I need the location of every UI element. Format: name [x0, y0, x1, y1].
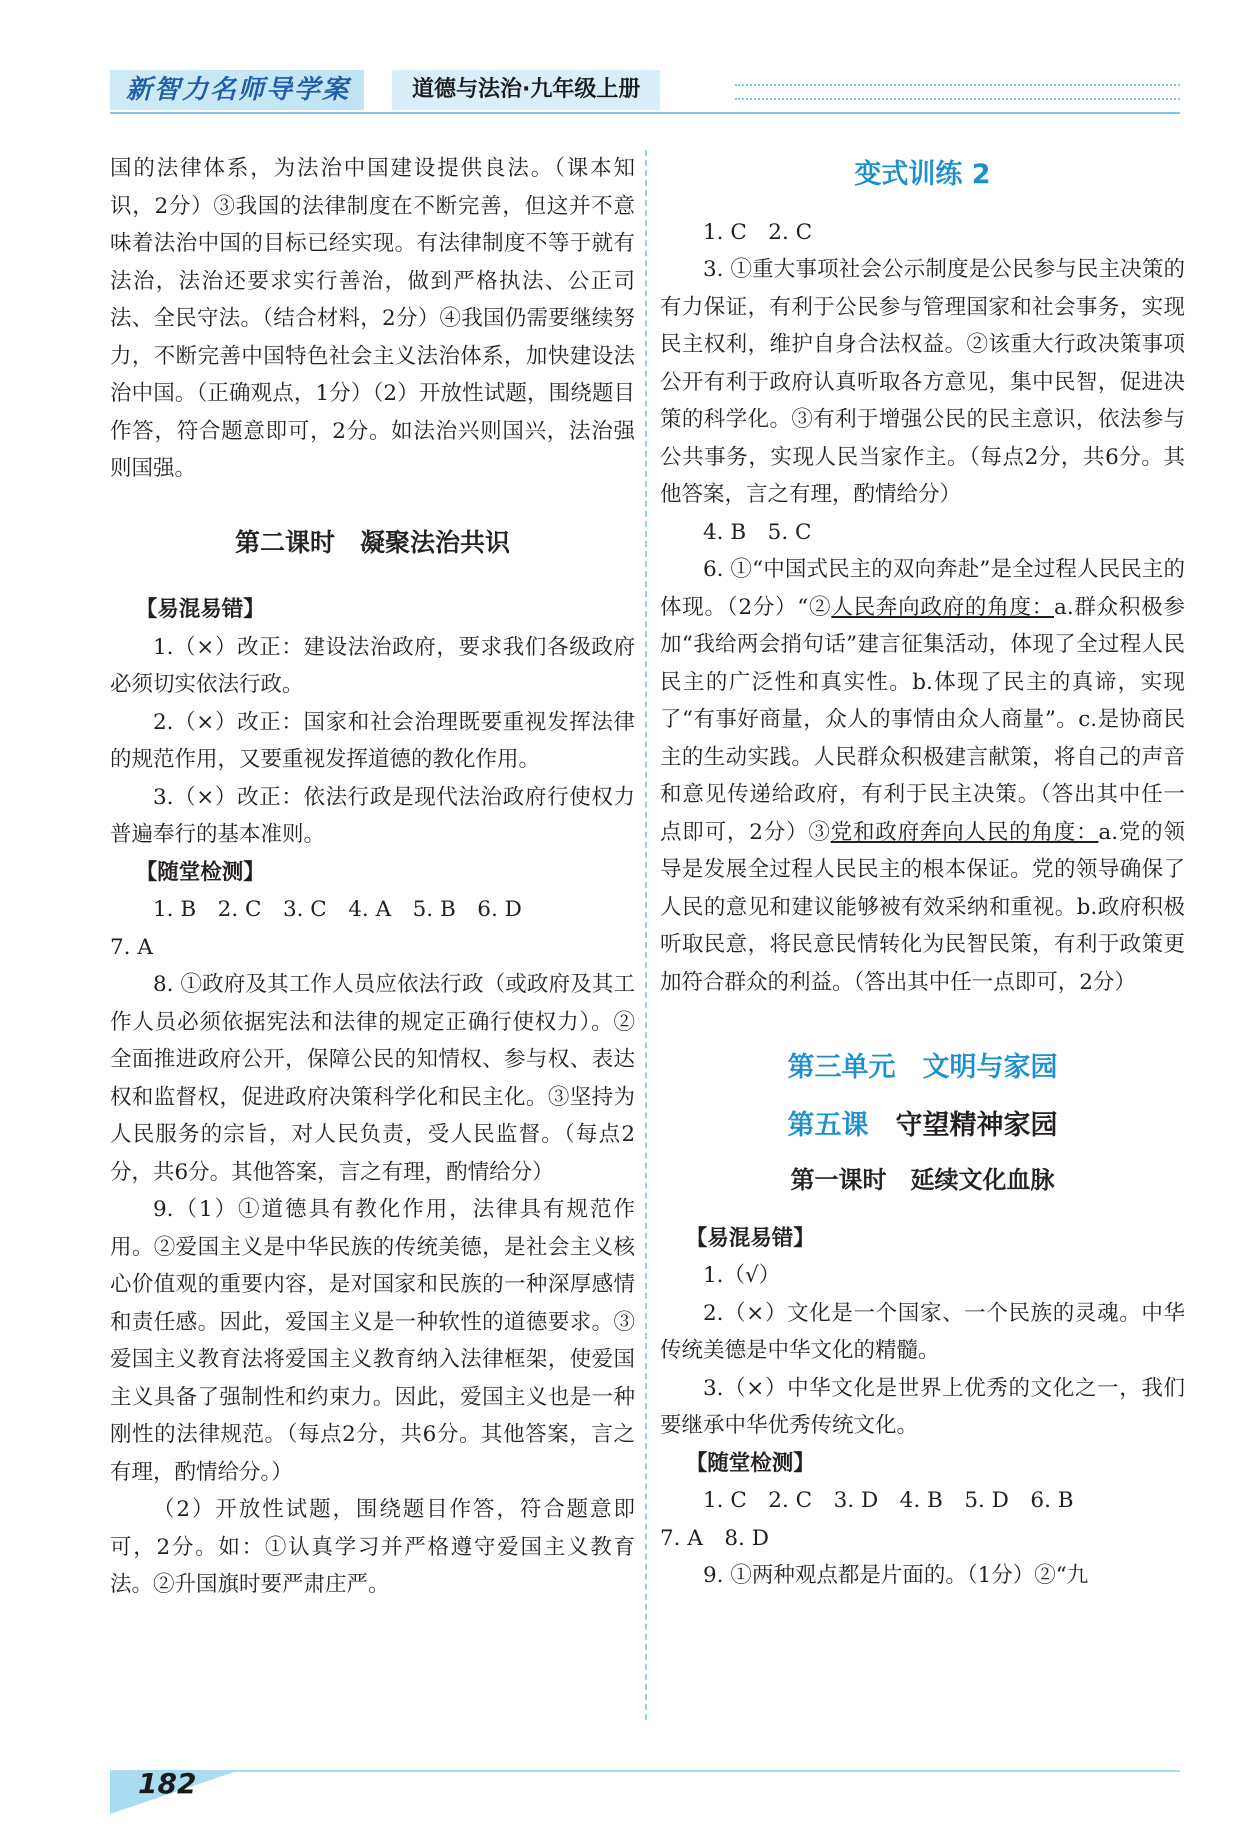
answer-text: a.党的领导是发展全过程人民民主的根本保证。党的领导确保了人民的意见和建议能够被有效采纳和重视。b.政府积极听取民意，将民意民情转化为民智民策，有利于政策更加符合群众的利益。（答出其中任一点即可，2分）	[660, 819, 1185, 995]
unit-title: 第三单元 文明与家园	[787, 1052, 1058, 1083]
header-dots	[735, 84, 1180, 100]
lesson-title: 第二课时 凝聚法治共识	[234, 527, 510, 557]
choice-answers: 1. B 2. C 3. C 4. A 5. B 6. D	[153, 897, 522, 922]
subsection-title: 第一课时 延续文化血脉	[790, 1166, 1055, 1194]
exercise-title: 变式训练 2	[854, 159, 991, 190]
section-tag: 【随堂检测】	[135, 859, 265, 885]
choice-answers: 4. B 5. C	[703, 519, 812, 545]
right-column	[660, 150, 1185, 1595]
lesson-number: 第五课	[787, 1109, 869, 1141]
answer-item: 3. ①重大事项社会公示制度是公民参与民主决策的有力保证，有利于公民参与管理国家和社会事务，实现民主权利，维护自身合法权益。②该重大行政决策事项公开有利于政府认真听取各方意见，集中民智，促进决策的科学化。③有利于增强公民的民主意识，依法参与公共事务，实现人民当家作主。（每点2分，共6分。其他答案，言之有理，酌情给分）	[660, 257, 1185, 507]
answer-item: 1.（×）改正：建设法治政府，要求我们各级政府必须切实依法行政。	[110, 634, 635, 697]
answer-item: 9.（1）①道德具有教化作用，法律具有规范作用。②爱国主义是中华民族的传统美德，是社会主义核心价值观的重要内容，是对国家和民族的一种深厚感情和责任感。因此，爱国主义是一种软性的道德要求。③爱国主义教育法将爱国主义教育纳入法律框架，使爱国主义具备了强制性和约束力。因此，爱国主义也是一种刚性的法律规范。（每点2分，共6分。其他答案，言之有理，酌情给分。）	[110, 1197, 635, 1485]
underlined-phrase: 党和政府奔向人民的角度：	[830, 819, 1099, 845]
choice-answers: 1. C 2. C 3. D 4. B 5. D 6. B	[703, 1488, 1074, 1513]
page-header	[110, 70, 1180, 110]
section-tag: 【易混易错】	[685, 1225, 815, 1251]
page-number: 182	[138, 1767, 197, 1800]
subject-title: 道德与法治·九年级上册	[392, 70, 660, 110]
answer-item: 2.（×）改正：国家和社会治理既要重视发挥法律的规范作用，又要重视发挥道德的教化作用。	[110, 709, 635, 772]
choice-answers: 7. A	[110, 934, 153, 960]
answer-item: 3.（×）中华文化是世界上优秀的文化之一，我们要继承中华优秀传统文化。	[660, 1375, 1185, 1438]
section-tag: 【随堂检测】	[685, 1450, 815, 1476]
answer-item	[660, 551, 1185, 1001]
answer-item: 3.（×）改正：依法行政是现代法治政府行使权力普遍奉行的基本准则。	[110, 784, 635, 847]
section-tag: 【易混易错】	[135, 597, 265, 622]
footer-rule	[110, 1770, 1180, 1772]
answer-item: 9. ①两种观点都是片面的。（1分）②“九	[703, 1563, 1089, 1588]
header-rule	[110, 112, 1180, 114]
answer-text: 6. ①“中国式民主的双向奔赴”是全过程人民民主的体现。（2分）“②	[660, 557, 1185, 620]
choice-answers: 1. C 2. C	[703, 219, 813, 245]
answer-item: 8. ①政府及其工作人员应依法行政（或政府及其工作人员必须依据宪法和法律的规定正确行使权力）。②全面推进政府公开，保障公民的知情权、参与权、表达权和监督权，促进政府决策科学化和民主化。③坚持为人民服务的宗旨，对人民负责，受人民监督。（每点2分，共6分。其他答案，言之有理，酌情给分）	[110, 972, 635, 1185]
answer-item: 1.（√）	[703, 1263, 781, 1288]
choice-answers: 7. A 8. D	[660, 1525, 769, 1551]
left-column	[110, 150, 635, 1604]
column-divider	[645, 150, 647, 1720]
paragraph: 国的法律体系，为法治中国建设提供良法。（课本知识，2分）③我国的法律制度在不断完善，但这并不意味着法治中国的目标已经实现。有法律制度不等于就有法治，法治还要求实行善治，做到严格执法、公正司法、全民守法。（结合材料，2分）④我国仍需要继续努力，不断完善中国特色社会主义法治体系，加快建设法治中国。（正确观点，1分）（2）开放性试题，围绕题目作答，符合题意即可，2分。如法治兴则国兴，法治强则国强。	[110, 156, 635, 481]
answer-item: 2.（×）文化是一个国家、一个民族的灵魂。中华传统美德是中华文化的精髓。	[660, 1300, 1185, 1363]
brand-title: 新智力名师导学案	[110, 70, 364, 110]
answer-text: a.群众积极参加“我给两会捎句话”建言征集活动，体现了全过程人民民主的广泛性和真实性。b.体现了民主的真谛，实现了“有事好商量，众人的事情由众人商量”。c.是协商民主的生动实践。人民群众积极建言献策，将自己的声音和意见传递给政府，有利于民主决策。（答出其中任一点即可，2分）③	[660, 594, 1185, 845]
answer-item: （2）开放性试题，围绕题目作答，符合题意即可，2分。如：①认真学习并严格遵守爱国主义教育法。②升国旗时要严肃庄严。	[110, 1497, 635, 1597]
underlined-phrase: 人民奔向政府的角度：	[831, 594, 1054, 620]
lesson-name: 守望精神家园	[895, 1109, 1058, 1141]
lesson-heading	[660, 1107, 1185, 1145]
